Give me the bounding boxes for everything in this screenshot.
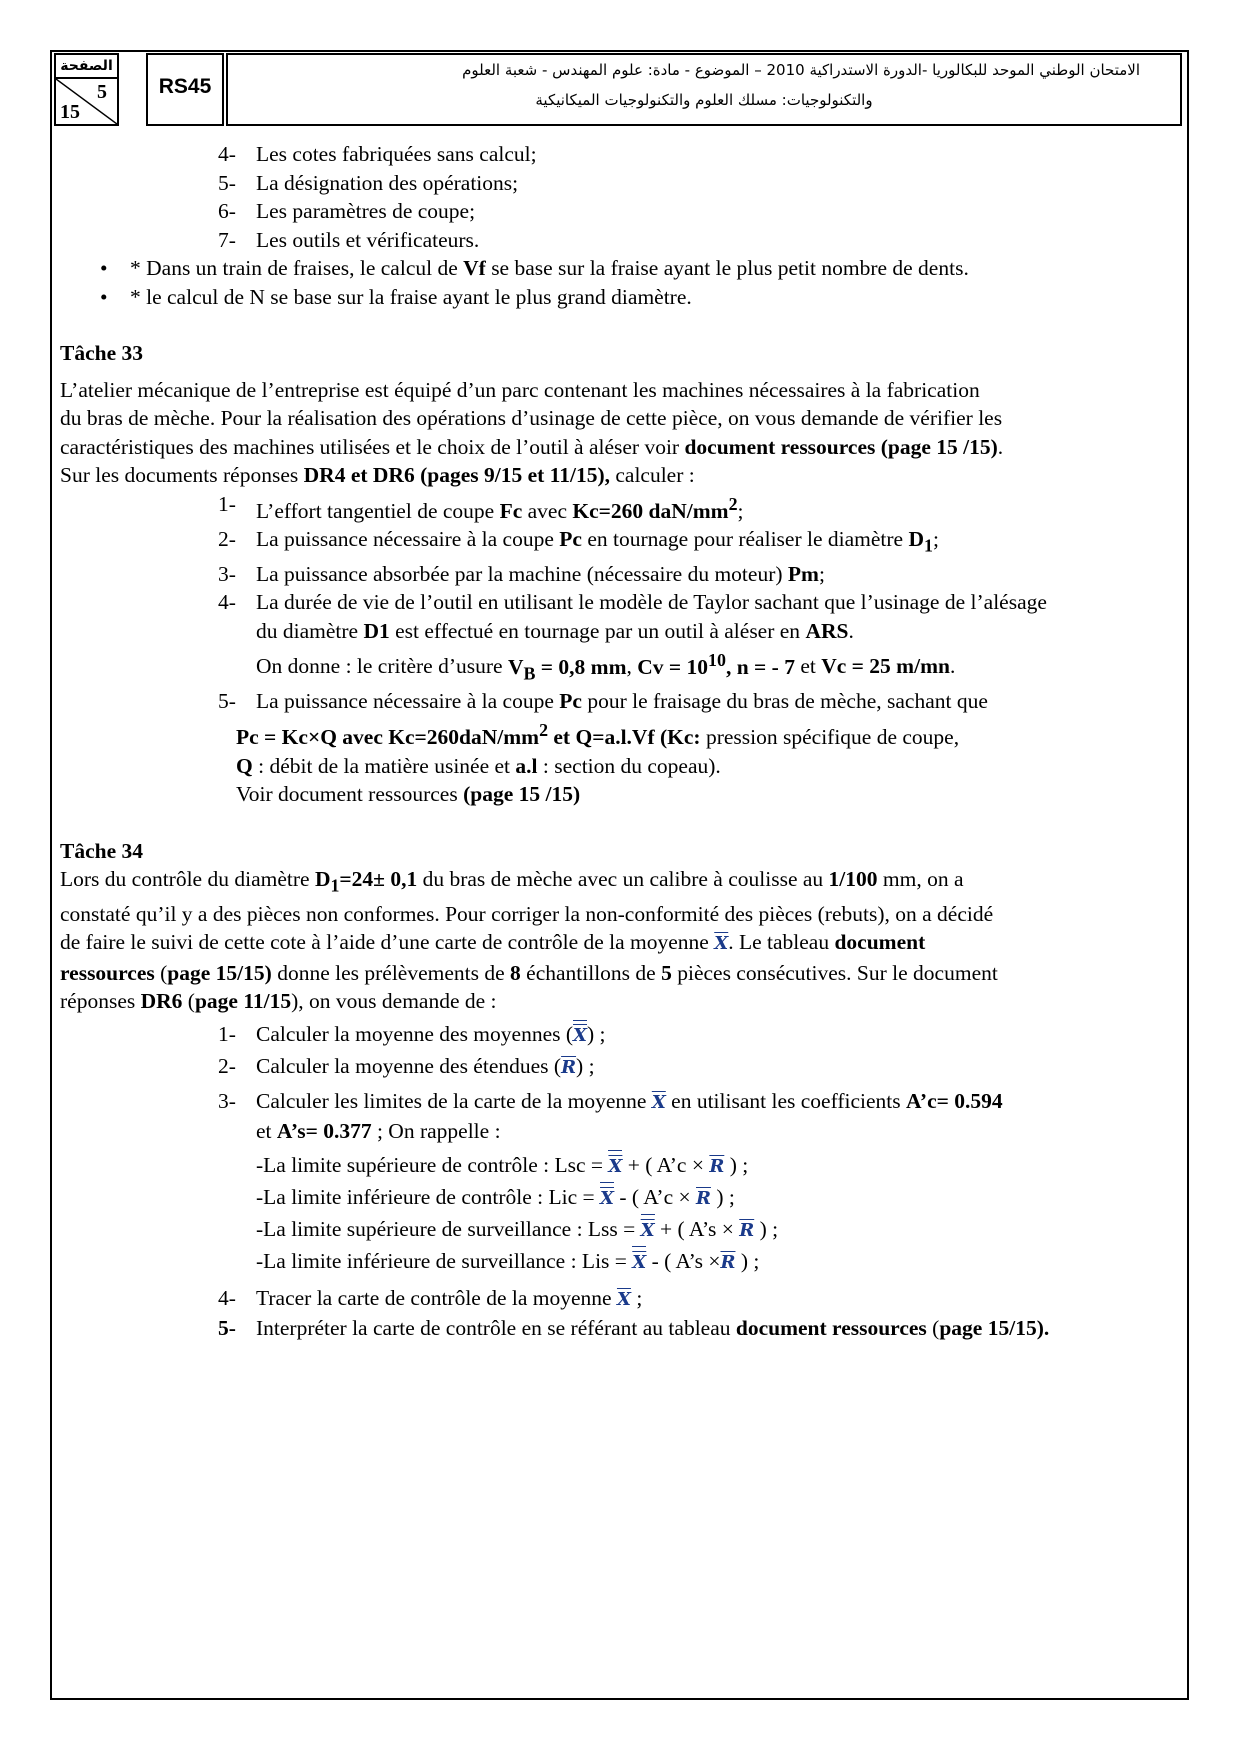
document-body	[60, 140, 1185, 1343]
list-item: 2- La puissance nécessaire à la coupe Pc en tournage pour réaliser le diamètre $D_1$;	[218, 527, 939, 556]
x-double-bar-symbol: $\overline{X}$	[573, 1020, 587, 1051]
list-item: 3- Calculer les limites de la carte de la moyenne $\overline{X}$ en utilisant les coefficients A’c= 0.594 et A’s= 0.377 ; On rappelle :	[218, 1088, 1003, 1144]
list-item: 4- La durée de vie de l’outil en utilisant le modèle de Taylor sachant que l’usinage de l’alésage du diamètre D1 est effectué en tournage par un outil à aléser en ARS. On donne : le critère d’usure $V_B = 0,8$ mm, $Cv = 10^{10}$, n = - 7 et Vc = 25 m/mn.	[218, 590, 1047, 683]
list-item: 5- La désignation des opérations;	[218, 170, 519, 195]
r-bar-symbol: $\overline{R}$	[561, 1057, 577, 1079]
task-33-intro: L’atelier mécanique de l’entreprise est équipé d’un parc contenant les machines nécessaires à la fabrication du bras de mèche. Pour la réalisation des opérations d’usinage de cette pièce, on vous demande de vérifier les caractéristiques des machines utilisées et le choix de l’outil à aléser voir document ressources (page 15 /15). Sur les documents réponses DR4 et DR6 (pages 9/15 et 11/15), calculer :	[60, 377, 1004, 487]
list-item: 2- Calculer la moyenne des étendues $(\overline{R})$ ;	[218, 1052, 1185, 1083]
bullet-item: • * Dans un train de fraises, le calcul de Vf se base sur la fraise ayant le plus petit nombre de dents.	[60, 254, 1185, 283]
header-line-2: والتكنولوجيات: مسلك العلوم والتكنولوجيات الميكانيكية	[535, 91, 873, 109]
bullet-icon: •	[100, 256, 108, 280]
task-34-intro: Lors du contrôle du diamètre $D_1=24\pm 0,1$ du bras de mèche avec un calibre à coulisse au 1/100 mm, on a constaté qu’il y a des pièces non conformes. Pour corriger la non-conformité des pièces (rebuts), on a décidé de faire le suivi de cette cote à l’aide d’une carte de contrôle de la moyenne $\overline{X}$. Le tableau document ressources (page 15/15) donne les prélèvements de 8 échantillons de 5 pièces consécutives. Sur le document réponses DR6 (page 11/15), on vous demande de :	[60, 867, 998, 1014]
page-number: 5	[97, 81, 107, 103]
list-item: 3- La puissance absorbée par la machine (nécessaire du moteur) Pm;	[218, 561, 825, 586]
list-item: 4- Tracer la carte de contrôle de la moyenne $\overline{X}$ ;	[218, 1284, 1185, 1315]
page-number-box	[54, 53, 119, 126]
x-bar-symbol: $\overline{X}$	[616, 1288, 631, 1310]
x-bar-symbol: $\overline{X}$	[651, 1091, 666, 1113]
task-34-list	[60, 1020, 1185, 1343]
task-33-item-5-detail: Pc = Kc×Q avec $Kc=260daN/mm^2$ et Q=a.l.Vf (Kc: pression spécifique de coupe, Q : débit de la matière usinée et a.l : section du copeau). Voir document ressources (page 15 /15)	[236, 719, 960, 807]
bullet-item: • * le calcul de N se base sur la fraise ayant le plus grand diamètre.	[60, 283, 1185, 312]
list-item: 1- L’effort tangentiel de coupe Fc avec Kc=260 daN/$mm^2$;	[218, 491, 744, 523]
exam-header	[226, 53, 1182, 126]
bullet-icon: •	[100, 284, 108, 309]
list-item: 7- Les outils et vérificateurs.	[218, 227, 480, 252]
task-33-title: Tâche 33	[60, 341, 144, 365]
list-item: 4- Les cotes fabriquées sans calcul;	[218, 142, 537, 166]
list-item: 5- La puissance nécessaire à la coupe Pc pour le fraisage du bras de mèche, sachant que	[218, 689, 988, 714]
list-item: 6- Les paramètres de coupe;	[218, 199, 476, 223]
limit-lis: -La limite inférieure de surveillance : Lis = $\overline{X}$ - ( A’s $\times\overline{R}$ ) ;	[256, 1246, 1185, 1278]
limit-lsc: -La limite supérieure de contrôle : Lsc = $\overline{X}$ + ( A’c × $\overline{R}$ ) ;	[256, 1150, 1185, 1182]
limit-lss: -La limite supérieure de surveillance : Lss = $\overline{X}$ + ( A’s × $\overline{R}$ ) ;	[256, 1214, 1185, 1246]
limit-lic: -La limite inférieure de contrôle : Lic = $\overline{X}$ - ( A’c × $\overline{R}$ ) ;	[256, 1182, 1185, 1214]
list-item: 5- Interpréter la carte de contrôle en se référant au tableau document ressources (page 15/15).	[218, 1316, 1050, 1341]
x-bar-symbol: $\overline{X}$	[714, 933, 729, 955]
exam-code: RS45	[146, 53, 224, 126]
task-33-list	[60, 490, 1185, 809]
list-item: 1- Calculer la moyenne des moyennes $(\overline{X})$ ;	[218, 1020, 1185, 1051]
control-limits	[218, 1150, 1185, 1278]
page-label: الصفحة	[56, 55, 117, 79]
page-total: 15	[60, 101, 80, 123]
header-line-1: الامتحان الوطني الموحد للبكالوريا -الدورة الاستدراكية 2010 – الموضوع - مادة: علوم المهندس - شعبة العلوم	[462, 61, 1140, 79]
top-list	[60, 140, 1185, 254]
task-34-title: Tâche 34	[60, 838, 144, 863]
